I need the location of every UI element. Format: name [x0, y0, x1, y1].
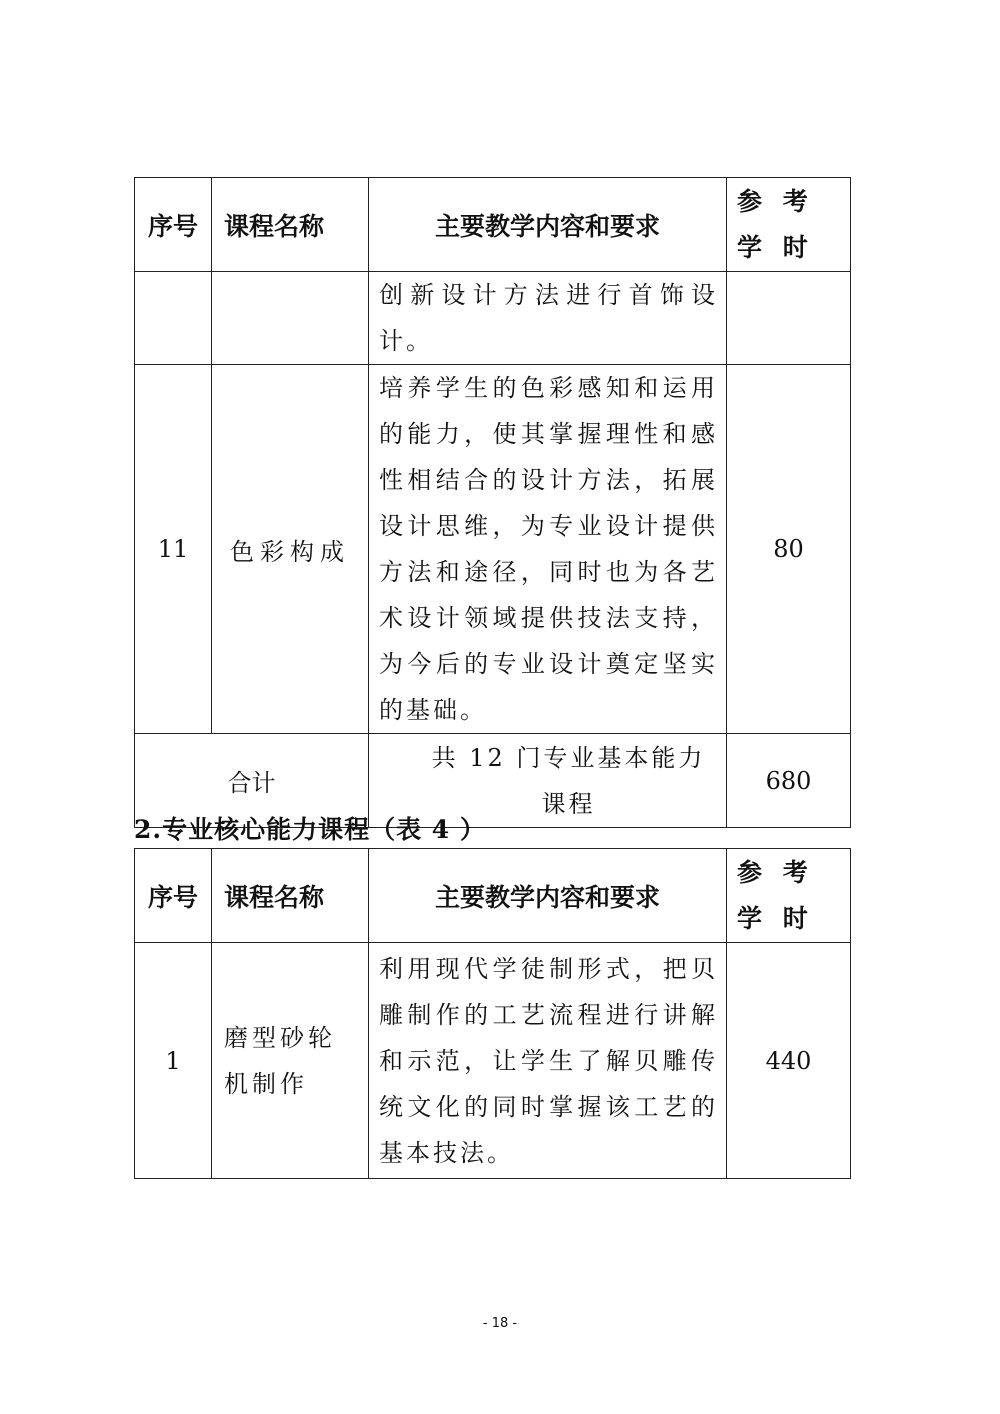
total-hours: 680 — [727, 734, 851, 828]
cell-course-name: 色彩构成 — [212, 365, 369, 734]
header-content: 主要教学内容和要求 — [369, 178, 727, 272]
header-content: 主要教学内容和要求 — [369, 849, 727, 943]
table-row — [135, 272, 851, 365]
cell-seq-empty — [135, 272, 212, 365]
table-header-row — [135, 178, 851, 272]
table-row — [135, 365, 851, 734]
header-course-name: 课程名称 — [212, 178, 369, 272]
cell-seq: 1 — [135, 943, 212, 1179]
table-header-row — [135, 849, 851, 943]
header-course-name: 课程名称 — [212, 849, 369, 943]
cell-name-empty — [212, 272, 369, 365]
cell-hours-empty — [727, 272, 851, 365]
course-table-2 — [134, 848, 851, 1179]
section-title: 2.专业核心能力课程（表 4 ） — [134, 815, 486, 844]
cell-content: 培养学生的色彩感知和运用的能力，使其掌握理性和感性相结合的设计方法，拓展设计思维，为专业设计提供方法和途径，同时也为各艺术设计领域提供技法支持，为今后的专业设计奠定坚实的基础。 — [369, 365, 727, 734]
cell-hours: 80 — [727, 365, 851, 734]
table-row — [135, 943, 851, 1179]
cell-course-name: 磨型砂轮机制作 — [212, 943, 369, 1179]
total-label: 合计 — [135, 734, 369, 828]
header-seq: 序号 — [135, 178, 212, 272]
cell-seq: 11 — [135, 365, 212, 734]
page-number: - 18 - — [482, 1316, 518, 1331]
header-hours: 参 考 学 时 — [727, 178, 851, 272]
total-content: 共 12 门专业基本能力课程 — [369, 734, 727, 828]
course-table-1 — [134, 177, 851, 828]
cell-content: 利用现代学徒制形式，把贝雕制作的工艺流程进行讲解和示范，让学生了解贝雕传统文化的同时掌握该工艺的基本技法。 — [369, 943, 727, 1179]
cell-content: 创新设计方法进行首饰设计。 — [369, 272, 727, 365]
header-seq: 序号 — [135, 849, 212, 943]
header-hours: 参 考 学 时 — [727, 849, 851, 943]
cell-hours: 440 — [727, 943, 851, 1179]
